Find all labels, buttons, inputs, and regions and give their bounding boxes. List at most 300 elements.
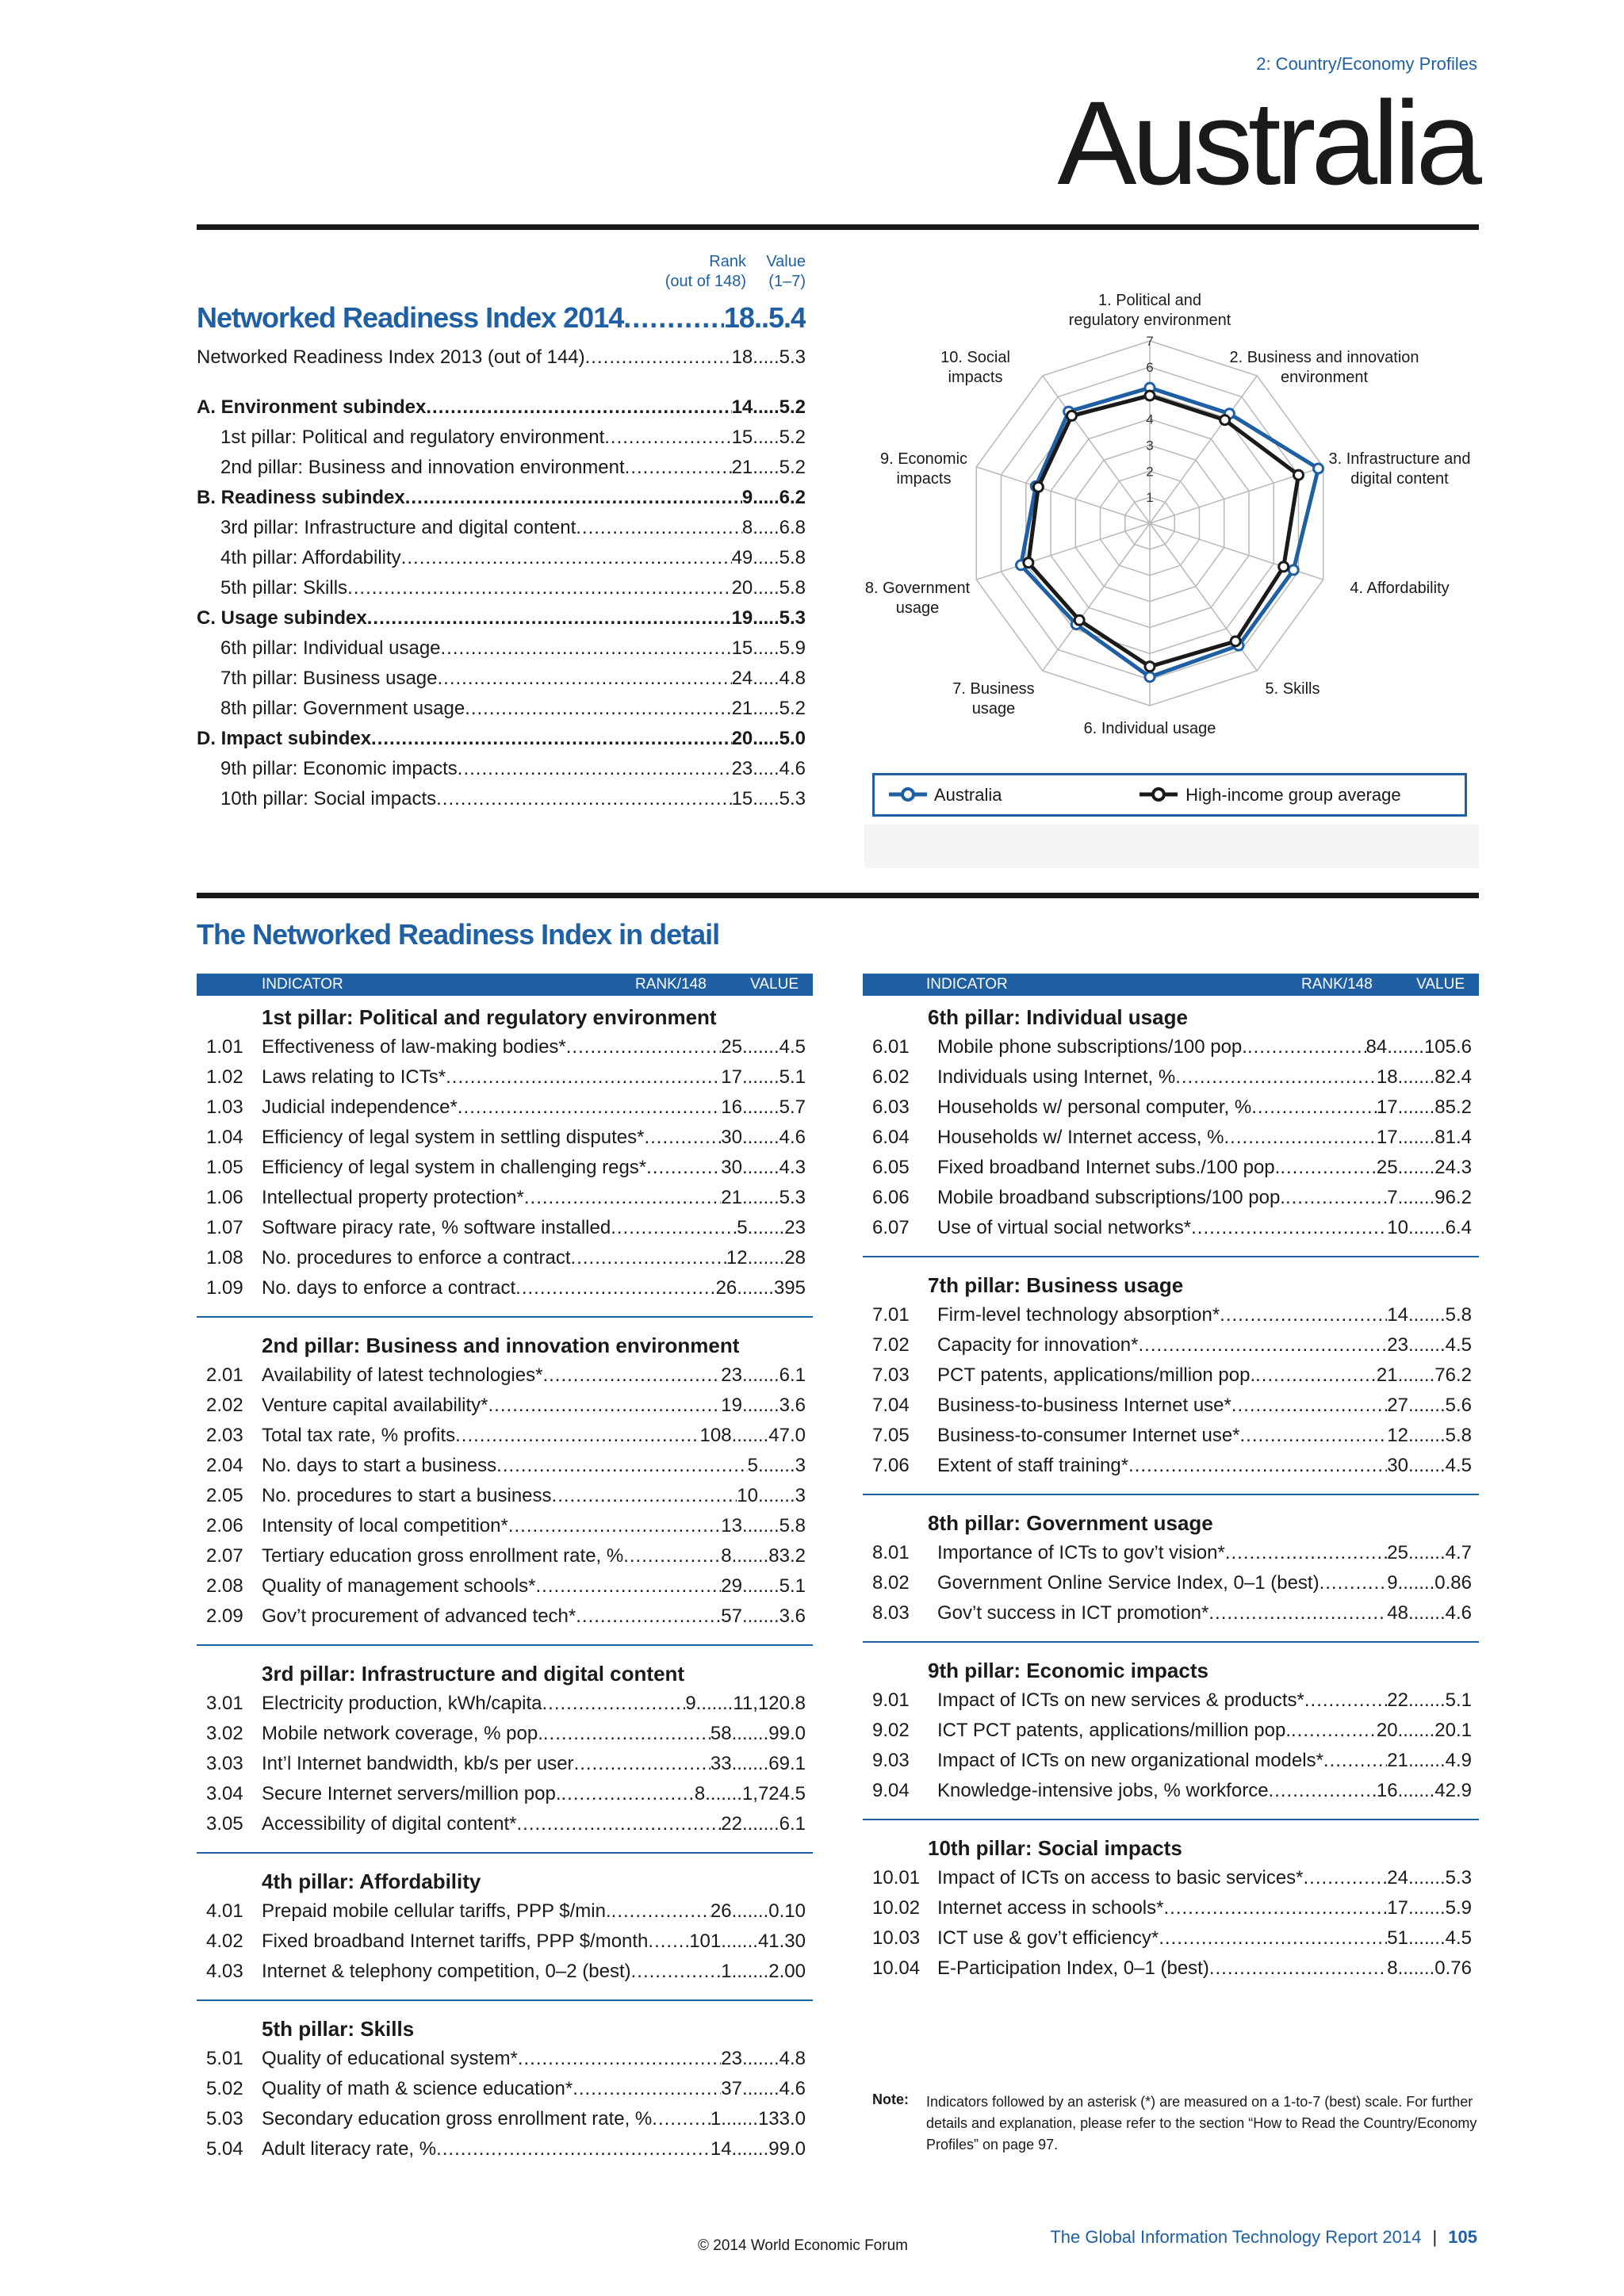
indicator-value: 2.00 [768,1961,806,1982]
indicator-row: 1.02 Laws relating to ICTs* ..... 17 ....... 5.1 [206,1062,806,1093]
radar-axis-label: 3. Infrastructure and [1328,450,1471,468]
indicator-label: Importance of ICTs to gov’t vision* [937,1542,1225,1563]
value-column-header: Value (1–7) [766,253,806,290]
indicator-label: Adult literacy rate, % [262,2138,437,2160]
indicator-value: 133.0 [757,2108,806,2130]
indicator-rank: 20 [1376,1720,1398,1741]
radar-tick-label: 4 [1146,411,1154,427]
summary-row-value: 5.2 [779,396,806,418]
indicator-row: 7.02 Capacity for innovation* ..... 23 ....... 4.5 [872,1330,1472,1360]
indicator-label: Efficiency of legal system in challenging regs* [262,1157,647,1178]
indicator-label: Efficiency of legal system in settling disputes* [262,1127,645,1148]
indicator-code: 5.03 [206,2108,243,2130]
indicator-rank: 17 [1387,1897,1408,1919]
series-point [1313,464,1323,473]
pillar-divider [863,1819,1479,1820]
radar-tick-label: 3 [1146,438,1154,453]
summary-row-rank: 8 [741,517,753,538]
summary-row: 2nd pillar: Business and innovation environment ..... 21 ..... 5.2 [220,453,806,483]
indicator-label: Fixed broadband Internet tariffs, PPP $/month [262,1931,649,1952]
indicator-rank: 30 [721,1127,742,1148]
indicator-rank: 22 [1387,1689,1408,1711]
indicator-rank: 1 [721,1961,732,1982]
indicator-label: Quality of math & science education* [262,2078,573,2099]
indicator-rank: 25 [1376,1157,1398,1178]
summary-row-rank: 19 [731,607,753,629]
radar-tick-label: 1 [1146,490,1154,506]
indicator-label: Electricity production, kWh/capita [262,1693,542,1714]
indicator-rank: 23 [1387,1334,1408,1356]
indicator-label: Secondary education gross enrollment rate, % [262,2108,653,2130]
indicator-label: Int’l Internet bandwidth, kb/s per user [262,1753,574,1774]
pillar-title: 10th pillar: Social impacts [928,1836,1182,1860]
summary-row-label: 9th pillar: Economic impacts [220,758,458,779]
indicator-label: Intellectual property protection* [262,1187,524,1208]
indicator-rank: 24 [1387,1867,1408,1888]
radar-axis-label: usage [895,599,940,617]
report-name: The Global Information Technology Report 2014 [1050,2227,1422,2247]
radar-axis-label: impacts [948,369,1003,386]
summary-row-label: 6th pillar: Individual usage [220,637,441,659]
value-column-header-left: VALUE [750,976,799,993]
radar-axis-label: 5. Skills [1265,680,1320,698]
indicator-row: 7.04 Business-to-business Internet use* ..... 27 ....... 5.6 [872,1391,1472,1421]
indicator-value: 42.9 [1434,1780,1472,1801]
country-title: Australia [1057,76,1477,209]
indicator-row: 1.01 Effectiveness of law-making bodies* ..... 25 ....... 4.5 [206,1032,806,1062]
indicator-rank: 108 [699,1425,732,1446]
indicator-value: 76.2 [1434,1364,1472,1386]
indicator-value: 1,724.5 [741,1783,806,1804]
indicator-code: 10.02 [872,1897,921,1919]
indicator-code: 9.01 [872,1689,910,1711]
summary-row-label: 5th pillar: Skills [220,577,348,599]
indicator-label: Households w/ personal computer, % [937,1096,1252,1118]
indicator-row: 6.03 Households w/ personal computer, % ..... 17 ....... 85.2 [872,1093,1472,1123]
indicator-label: No. procedures to enforce a contract [262,1247,571,1269]
summary-row-label: B. Readiness subindex [197,487,405,508]
indicator-rank: 58 [710,1723,732,1744]
radar-chart [860,281,1503,836]
indicator-value: 5.8 [1445,1304,1472,1326]
indicator-value: 5.9 [1445,1897,1472,1919]
series-point [1293,470,1303,480]
indicator-row: 4.03 Internet & telephony competition, 0–2 (best) ..... 1 ....... 2.00 [206,1957,806,1987]
indicator-code: 9.04 [872,1780,910,1801]
indicator-value: 5.1 [779,1066,806,1088]
indicator-value: 5.7 [779,1096,806,1118]
indicator-label: No. days to enforce a contract [262,1277,516,1299]
indicator-rank: 23 [721,1364,742,1386]
radar-tick-label: 2 [1146,464,1154,480]
indicator-row: 6.04 Households w/ Internet access, % ..... 17 ....... 81.4 [872,1123,1472,1153]
indicator-code: 1.06 [206,1187,243,1208]
pillar-divider [197,1644,813,1646]
summary-row-rank: 24 [731,668,753,689]
indicator-label: ICT use & gov’t efficiency* [937,1927,1159,1949]
summary-row-value: 5.3 [779,607,806,629]
indicator-rank: 84 [1365,1036,1388,1058]
summary-row-label: Networked Readiness Index 2013 (out of 144) [197,346,585,368]
indicator-code: 7.06 [872,1455,910,1476]
indicator-rank: 21 [1387,1750,1408,1771]
indicator-code: 6.07 [872,1217,910,1238]
series-line-high-income [1028,396,1299,667]
indicator-code: 2.01 [206,1364,243,1386]
left-table-header [197,974,813,996]
indicator-code: 2.08 [206,1575,243,1597]
indicator-code: 6.06 [872,1187,910,1208]
series-point [1145,662,1155,672]
summary-row-value: 4.8 [779,668,806,689]
indicator-label: Effectiveness of law-making bodies* [262,1036,566,1058]
indicator-code: 8.03 [872,1602,910,1624]
indicator-row: 9.01 Impact of ICTs on new services & products* ..... 22 ....... 5.1 [872,1686,1472,1716]
pillar-title: 9th pillar: Economic impacts [928,1659,1208,1682]
summary-row-rank: 15 [731,788,753,809]
indicator-label: Quality of educational system* [262,2048,518,2069]
indicator-label: Use of virtual social networks* [937,1217,1192,1238]
indicator-value: 0.76 [1434,1957,1472,1979]
indicator-code: 1.09 [206,1277,243,1299]
radar-axis-label: 1. Political and [1097,292,1202,309]
indicator-code: 7.01 [872,1304,910,1326]
series-point [1067,411,1077,420]
indicator-code: 10.04 [872,1957,921,1979]
summary-row: 6th pillar: Individual usage ..... 15 ..... 5.9 [220,633,806,664]
grid-spoke [976,523,1150,580]
summary-row-value: 5.8 [779,577,806,599]
indicator-label: Firm-level technology absorption* [937,1304,1220,1326]
summary-row-rank: 9 [741,487,753,508]
summary-row: 4th pillar: Affordability ..... 49 ..... 5.8 [220,543,806,573]
indicator-row: 1.06 Intellectual property protection* ..... 21 ....... 5.3 [206,1183,806,1213]
summary-row-value: 5.3 [779,346,806,368]
summary-row-rank: 20 [731,728,753,749]
pillar-divider [863,1641,1479,1643]
indicator-row: 7.05 Business-to-consumer Internet use* ..... 12 ....... 5.8 [872,1421,1472,1451]
summary-row: C. Usage subindex ..... 19 ..... 5.3 [197,603,806,633]
radar-axis-label: environment [1280,369,1369,386]
radar-axis-label: regulatory environment [1068,312,1231,329]
indicator-code: 6.05 [872,1157,910,1178]
indicator-value: 6.4 [1445,1217,1472,1238]
indicator-rank: 30 [721,1157,742,1178]
indicator-row: 3.03 Int’l Internet bandwidth, kb/s per user ..... 33 ....... 69.1 [206,1749,806,1779]
indicator-value: 85.2 [1434,1096,1472,1118]
indicator-row: 7.06 Extent of staff training* ..... 30 ....... 4.5 [872,1451,1472,1481]
indicator-row: 8.01 Importance of ICTs to gov’t vision* ..... 25 ....... 4.7 [872,1538,1472,1568]
indicator-row: 9.03 Impact of ICTs on new organizational models* ..... 21 ....... 4.9 [872,1746,1472,1776]
indicator-code: 2.09 [206,1605,243,1627]
indicator-row: 10.04 E-Participation Index, 0–1 (best) ..... 8 ....... 0.76 [872,1954,1472,1984]
indicator-row: 2.05 No. procedures to start a business ..... 10 ....... 3 [206,1481,806,1511]
summary-row-rank: 15 [731,637,753,659]
indicator-label: Knowledge-intensive jobs, % workforce [937,1780,1269,1801]
radar-axis-label: impacts [896,470,952,488]
pillar-title: 4th pillar: Affordability [262,1869,481,1893]
summary-row: 9th pillar: Economic impacts ..... 23 ..... 4.6 [220,754,806,784]
indicator-row: 2.09 Gov’t procurement of advanced tech* ..... 57 ....... 3.6 [206,1601,806,1632]
indicator-label: Mobile phone subscriptions/100 pop. [937,1036,1247,1058]
summary-row-value: 6.8 [779,517,806,538]
summary-row: Networked Readiness Index 2013 (out of 144) ..... 18 ..... 5.3 [197,342,806,373]
indicator-value: 5.6 [1445,1395,1472,1416]
indicator-code: 6.04 [872,1127,910,1148]
indicator-code: 3.05 [206,1813,243,1835]
indicator-label: Impact of ICTs on access to basic services* [937,1867,1304,1888]
indicator-value: 47.0 [768,1425,806,1446]
indicator-row: 2.07 Tertiary education gross enrollment rate, % ..... 8 ....... 83.2 [206,1541,806,1571]
indicator-value: 99.0 [768,2138,806,2160]
indicator-code: 2.05 [206,1485,243,1506]
indicator-rank: 48 [1387,1602,1408,1624]
indicator-label: No. procedures to start a business [262,1485,552,1506]
indicator-label: Individuals using Internet, % [937,1066,1176,1088]
indicator-value: 4.5 [779,1036,806,1058]
summary-row: 5th pillar: Skills ..... 20 ..... 5.8 [220,573,806,603]
indicator-code: 2.04 [206,1455,243,1476]
indicator-code: 2.02 [206,1395,243,1416]
indicator-value: 24.3 [1434,1157,1472,1178]
summary-row-value: 5.0 [779,728,806,749]
indicator-value: 69.1 [768,1753,806,1774]
series-point [1033,482,1043,492]
indicator-rank: 101 [689,1931,722,1952]
indicator-code: 8.01 [872,1542,910,1563]
indicator-value: 395 [773,1277,806,1299]
indicator-code: 1.07 [206,1217,243,1238]
indicator-value: 5.8 [779,1515,806,1536]
right-table-header [863,974,1479,996]
indicator-row: 1.05 Efficiency of legal system in challenging regs* ..... 30 ....... 4.3 [206,1153,806,1183]
summary-row-rank: 14 [731,396,753,418]
summary-row: 10th pillar: Social impacts ..... 15 ..... 5.3 [220,784,806,814]
grid-spoke [976,467,1150,523]
indicator-row: 3.05 Accessibility of digital content* ..... 22 ....... 6.1 [206,1809,806,1839]
indicator-value: 96.2 [1434,1187,1472,1208]
indicator-label: Laws relating to ICTs* [262,1066,446,1088]
indicator-rank: 30 [1387,1455,1408,1476]
indicator-code: 1.05 [206,1157,243,1178]
series-point [1145,672,1155,682]
indicator-label: Software piracy rate, % software installed [262,1217,611,1238]
summary-row: 8th pillar: Government usage ..... 21 ..... 5.2 [220,694,806,724]
indicator-rank: 23 [721,2048,742,2069]
pillar-title: 1st pillar: Political and regulatory environment [262,1005,717,1029]
indicator-rank: 18 [1376,1066,1398,1088]
indicator-rank: 14 [1387,1304,1408,1326]
indicator-label: ICT PCT patents, applications/million pop. [937,1720,1292,1741]
indicator-value: 4.5 [1445,1455,1472,1476]
indicator-code: 3.03 [206,1753,243,1774]
summary-row-rank: 21 [731,457,753,478]
indicator-value: 3.6 [779,1395,806,1416]
pillar-title: 6th pillar: Individual usage [928,1005,1188,1029]
summary-row-value: 5.3 [779,788,806,809]
indicator-rank: 12 [1387,1425,1408,1446]
indicator-rank: 19 [721,1395,742,1416]
indicator-label: Gov’t procurement of advanced tech* [262,1605,576,1627]
indicator-rank: 9 [1387,1572,1398,1594]
indicator-row: 1.04 Efficiency of legal system in settling disputes* ..... 30 ....... 4.6 [206,1123,806,1153]
indicator-code: 7.05 [872,1425,910,1446]
indicator-label: Mobile broadband subscriptions/100 pop. [937,1187,1285,1208]
indicator-code: 9.03 [872,1750,910,1771]
indicator-rank: 16 [721,1096,742,1118]
detail-title: The Networked Readiness Index in detail [197,918,720,951]
indicator-row: 6.07 Use of virtual social networks* ..... 10 ....... 6.4 [872,1213,1472,1243]
summary-header [197,252,806,292]
summary-row-label: 4th pillar: Affordability [220,547,401,568]
chart-legend [872,773,1467,817]
indicator-rank: 26 [715,1277,737,1299]
indicator-rank: 5 [747,1455,758,1476]
rank-column-header: Rank (out of 148) [665,253,746,290]
value-column-header-right: VALUE [1416,976,1465,993]
indicator-row: 6.05 Fixed broadband Internet subs./100 pop. ..... 25 ....... 24.3 [872,1153,1472,1183]
indicator-row: 4.01 Prepaid mobile cellular tariffs, PPP $/min. ..... 26 ....... 0.10 [206,1896,806,1927]
indicator-row: 2.06 Intensity of local competition* ..... 13 ....... 5.8 [206,1511,806,1541]
indicator-row: 5.03 Secondary education gross enrollment rate, % ..... 1 ....... 133.0 [206,2104,806,2134]
indicator-row: 7.03 PCT patents, applications/million pop. ..... 21 ....... 76.2 [872,1360,1472,1391]
summary-row-rank: 15 [731,427,753,448]
indicator-row: 4.02 Fixed broadband Internet tariffs, PPP $/month ..... 101 ....... 41.30 [206,1927,806,1957]
indicator-value: 82.4 [1434,1066,1472,1088]
indicator-value: 41.30 [757,1931,806,1952]
summary-row: 7th pillar: Business usage ..... 24 ..... 4.8 [220,664,806,694]
summary-row-label: A. Environment subindex [197,396,427,418]
indicator-code: 10.03 [872,1927,921,1949]
indicator-rank: 17 [1376,1096,1398,1118]
series-point [1074,615,1084,625]
indicator-value: 5.1 [1445,1689,1472,1711]
indicator-value: 105.6 [1423,1036,1472,1058]
indicator-row: 10.02 Internet access in schools* ..... 17 ....... 5.9 [872,1893,1472,1923]
indicator-label: Mobile network coverage, % pop. [262,1723,543,1744]
average-line-marker-icon [1136,775,1181,814]
summary-row: D. Impact subindex ..... 20 ..... 5.0 [197,724,806,754]
indicator-row: 8.02 Government Online Service Index, 0–1 (best) ..... 9 ....... 0.86 [872,1568,1472,1598]
summary-row-value: 5.2 [779,698,806,719]
pillar-divider [863,1256,1479,1257]
summary-row-label: 1st pillar: Political and regulatory environment [220,427,605,448]
indicator-label: Business-to-consumer Internet use* [937,1425,1240,1446]
indicator-label: Fixed broadband Internet subs./100 pop. [937,1157,1281,1178]
indicator-rank: 8 [721,1545,732,1567]
radar-axis-label: 2. Business and innovation [1229,349,1419,366]
indicator-rank: 10 [1387,1217,1408,1238]
indicator-value: 23 [784,1217,806,1238]
indicator-value: 5.1 [779,1575,806,1597]
indicator-rank: 17 [721,1066,742,1088]
indicator-value: 5.3 [1445,1867,1472,1888]
indicator-rank: 5 [737,1217,748,1238]
series-point [1289,565,1298,575]
indicator-row: 3.01 Electricity production, kWh/capita ..... 9 ....... 11,120.8 [206,1689,806,1719]
indicator-rank: 1 [710,2108,722,2130]
indicator-value: 4.7 [1445,1542,1472,1563]
indicator-rank: 8 [694,1783,706,1804]
middle-rule [197,893,1479,898]
indicator-rank: 21 [721,1187,742,1208]
indicator-code: 5.04 [206,2138,243,2160]
indicator-rank: 8 [1387,1957,1398,1979]
summary-row-rank: 20 [731,577,753,599]
series-point [1220,415,1230,425]
radar-axis-label: usage [971,700,1016,718]
indicator-code: 3.02 [206,1723,243,1744]
indicator-row: 6.02 Individuals using Internet, % ..... 18 ....... 82.4 [872,1062,1472,1093]
pillar-divider [197,1999,813,2001]
series-point [1024,558,1033,568]
indicator-code: 7.02 [872,1334,910,1356]
indicator-code: 1.01 [206,1036,243,1058]
summary-row: 3rd pillar: Infrastructure and digital content ..... 8 ..... 6.8 [220,513,806,543]
indicator-label: Households w/ Internet access, % [937,1127,1224,1148]
indicator-row: 5.04 Adult literacy rate, % ..... 14 ....... 99.0 [206,2134,806,2164]
indicator-row: 6.06 Mobile broadband subscriptions/100 pop. ..... 7 ....... 96.2 [872,1183,1472,1213]
indicator-rank: 17 [1376,1127,1398,1148]
indicator-code: 10.01 [872,1867,921,1888]
indicator-label: Capacity for innovation* [937,1334,1139,1356]
indicator-code: 5.02 [206,2078,243,2099]
indicator-rank: 33 [710,1753,732,1774]
indicator-value: 3 [795,1485,806,1506]
summary-row-value: 5.8 [779,547,806,568]
pillar-divider [863,1494,1479,1495]
series-point [1231,637,1240,646]
indicator-rank: 21 [1376,1364,1398,1386]
indicator-value: 4.6 [1445,1602,1472,1624]
rank-column-header-right: RANK/148 [1301,976,1373,993]
indicator-row: 1.07 Software piracy rate, % software installed ..... 5 ....... 23 [206,1213,806,1243]
indicator-value: 4.5 [1445,1334,1472,1356]
indicator-value: 99.0 [768,1723,806,1744]
footer-report [1050,2227,1477,2248]
indicator-label: Internet & telephony competition, 0–2 (best) [262,1961,631,1982]
summary-row-label: 8th pillar: Government usage [220,698,465,719]
radar-axis-label: 7. Business [952,680,1035,698]
indicator-value: 20.1 [1434,1720,1472,1741]
indicator-row: 3.04 Secure Internet servers/million pop. ..... 8 ....... 1,724.5 [206,1779,806,1809]
indicator-label: Quality of management schools* [262,1575,536,1597]
indicator-code: 5.01 [206,2048,243,2069]
rank-column-header-left: RANK/148 [635,976,707,993]
summary-row-value: 6.2 [779,487,806,508]
indicator-rank: 9 [685,1693,696,1714]
page-number: 105 [1448,2227,1477,2247]
radar-axis-label: 10. Social [940,349,1010,366]
radar-axis-label: 6. Individual usage [1083,720,1216,737]
indicator-code: 1.08 [206,1247,243,1269]
summary-row-rank: 49 [731,547,753,568]
summary-row: 1st pillar: Political and regulatory environment ..... 15 ..... 5.2 [220,423,806,453]
indicator-rank: 25 [721,1036,742,1058]
indicator-value: 4.3 [779,1157,806,1178]
legend-australia [886,775,1002,814]
indicator-column-header-right: INDICATOR [926,976,1008,993]
indicator-value: 3 [795,1455,806,1476]
indicator-label: Availability of latest technologies* [262,1364,543,1386]
indicator-row: 2.04 No. days to start a business ..... 5 ....... 3 [206,1451,806,1481]
indicator-label: Accessibility of digital content* [262,1813,517,1835]
indicator-code: 2.07 [206,1545,243,1567]
indicator-row: 2.03 Total tax rate, % profits ..... 108 ....... 47.0 [206,1421,806,1451]
series-point [1279,562,1289,572]
radar-tick-label: 6 [1146,359,1154,375]
indicator-value: 81.4 [1434,1127,1472,1148]
